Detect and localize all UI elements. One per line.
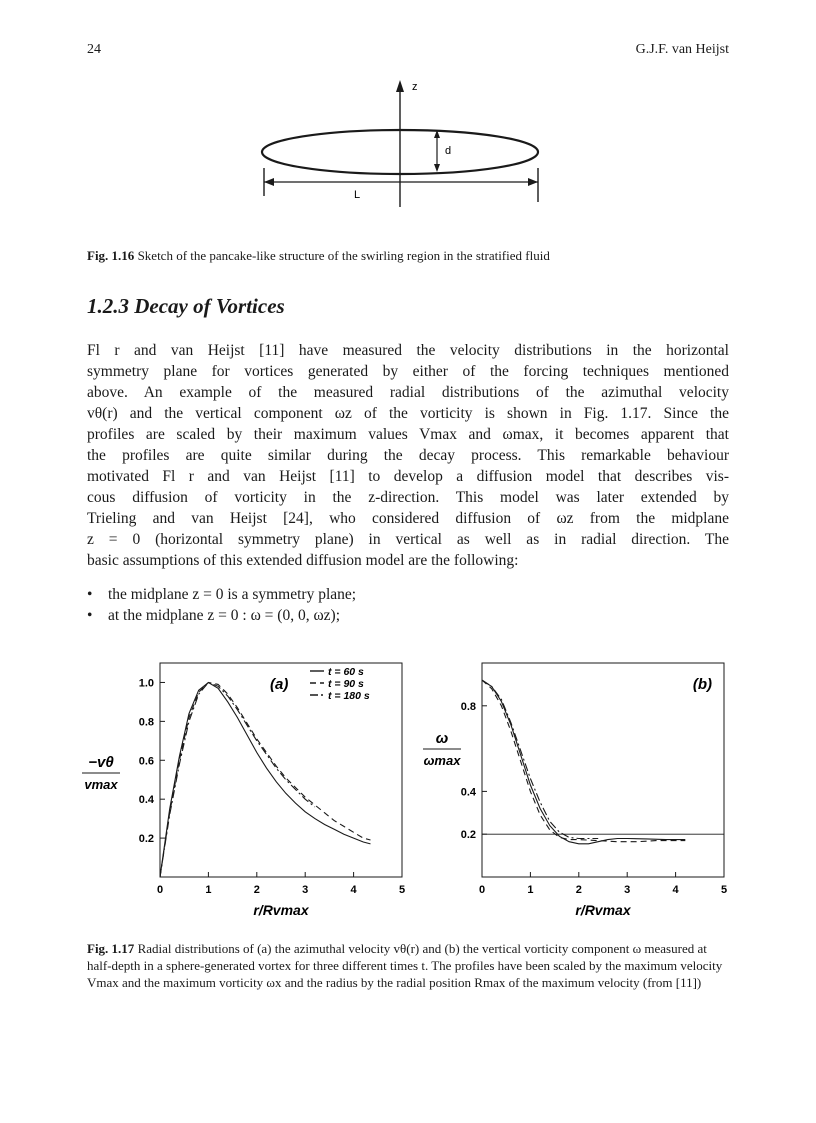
y-tick-label: 1.0 (138, 677, 154, 690)
text-line: motivated Fl r and van Heijst [11] to develop a diffusion model that describes vis- (87, 468, 729, 485)
text-line: vθ(r) and the vertical component ωz of the vorticity is shown in Fig. 1.17. Since the (87, 405, 729, 422)
x-tick-label: 3 (302, 884, 309, 896)
figure-1-17-caption (87, 940, 729, 991)
panel-label: (b) (692, 676, 712, 693)
caption-line: component ω measured at half-depth in a sphere-generated vortex for three different times t. The (87, 941, 707, 973)
series-line (482, 680, 685, 842)
figure-label: Fig. 1.16 (87, 248, 135, 263)
body-paragraph (87, 340, 729, 571)
x-axis-label: r/Rvmax (253, 902, 309, 918)
series-line (160, 683, 371, 878)
legend-entry: t = 180 s (328, 690, 370, 702)
figure-1-16-sketch (250, 72, 560, 212)
y-label-denominator: vmax (84, 777, 118, 792)
bullet-icon: • (87, 586, 93, 603)
text-line: z = 0 (horizontal symmetry plane) in vertical as well as in radial direction. The (87, 531, 729, 548)
x-tick-label: 3 (624, 884, 631, 896)
x-tick-label: 0 (478, 884, 486, 896)
x-tick-label: 1 (205, 884, 212, 896)
x-tick-label: 0 (156, 884, 164, 896)
panel-label: (a) (270, 676, 289, 693)
figure-label: Fig. 1.17 (87, 941, 135, 956)
plot-frame (482, 663, 724, 877)
y-tick-label: 0.2 (460, 829, 476, 842)
d-label: d (445, 145, 452, 157)
y-tick-label: 0.6 (138, 755, 154, 768)
text-line: symmetry plane for vortices generated by either of the forcing techniques mentioned (87, 363, 729, 380)
y-tick-label: 0.2 (138, 833, 154, 846)
section-title: 1.2.3 Decay of Vortices (87, 294, 285, 318)
series-line (482, 680, 685, 844)
caption-line: profiles have been scaled by the maximum velocity Vmax and the maximum vorticity ωx and the (87, 958, 723, 990)
text-line: Trieling and van Heijst [24], who considered diffusion of ωz from the midplane (87, 510, 729, 527)
x-axis-label: r/Rvmax (575, 902, 631, 918)
legend-entry: t = 90 s (328, 678, 364, 690)
text-line: cous diffusion of vorticity in the z-direction. This model was later extended by (87, 489, 729, 506)
page-number: 24 (87, 42, 101, 57)
x-tick-label: 4 (672, 884, 679, 896)
text-line: the profiles are quite similar during the decay process. This remarkable behaviour (87, 447, 729, 464)
list-item: • the midplane z = 0 is a symmetry plane; (87, 586, 357, 603)
y-tick-label: 0.4 (138, 794, 154, 807)
figure-1-16-caption (87, 247, 729, 264)
y-label-numerator: ω (435, 730, 449, 747)
text-line: above. An example of the measured radial distributions of the azimuthal velocity (87, 384, 729, 401)
y-tick-label: 0.8 (460, 700, 476, 713)
y-tick-label: 0.8 (138, 716, 154, 729)
x-tick-label: 4 (350, 884, 357, 896)
caption-line: radius by the radial position Rmax of the maximum velocity (from [11]) (325, 975, 702, 990)
text-line: Fl r and van Heijst [11] have measured the velocity distributions in the horizontal (87, 342, 729, 359)
x-tick-label: 5 (398, 884, 406, 896)
y-tick-label: 0.4 (460, 786, 476, 799)
z-axis-label: z (412, 81, 418, 93)
list-item: • at the midplane z = 0 : ω = (0, 0, ωz); (87, 607, 341, 624)
bullet-list (87, 584, 729, 626)
caption-line: Radial distributions of (a) the azimuthal velocity vθ(r) and (b) the vertical vorticity (137, 941, 569, 956)
y-label-numerator: −vθ (88, 754, 114, 771)
x-tick-label: 2 (575, 884, 582, 896)
text-line: basic assumptions of this extended diffusion model are the following: (87, 552, 519, 569)
x-tick-label: 1 (527, 884, 534, 896)
series-line (160, 683, 315, 878)
legend-entry: t = 60 s (328, 666, 364, 678)
bullet-icon: • (87, 607, 93, 624)
x-tick-label: 5 (720, 884, 728, 896)
caption-text: Sketch of the pancake-like structure of the swirling region in the stratified fluid (137, 248, 550, 263)
series-line (160, 683, 371, 878)
running-author: G.J.F. van Heijst (635, 42, 729, 57)
series-line (482, 680, 598, 838)
x-tick-label: 2 (253, 884, 260, 896)
y-label-denominator: ωmax (423, 753, 461, 768)
l-label: L (354, 189, 361, 201)
figure-1-17-charts (80, 655, 740, 935)
z-axis-arrowhead (396, 80, 404, 92)
text-line: profiles are scaled by their maximum values Vmax and ωmax, it becomes apparent that (87, 426, 729, 443)
